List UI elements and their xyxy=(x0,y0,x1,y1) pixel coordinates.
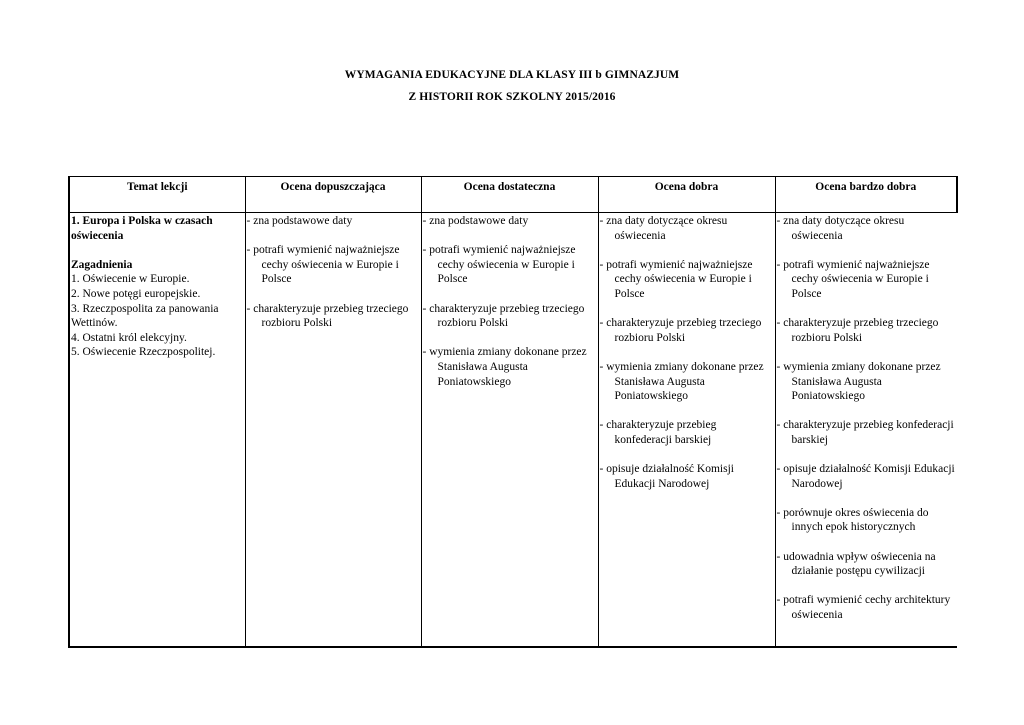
table-row xyxy=(69,213,957,648)
requirement-item: - wymienia zmiany dokonane przez Stanisława Augusta Poniatowskiego xyxy=(600,360,775,404)
document-title: WYMAGANIA EDUKACYJNE DLA KLASY III b GIMNAZJUM xyxy=(344,69,680,81)
requirement-item: - charakteryzuje przebieg trzeciego rozbioru Polski xyxy=(247,302,421,331)
requirement-item: - opisuje działalność Komisji Edukacji Narodowej xyxy=(777,462,958,491)
issues-heading: Zagadnienia xyxy=(71,258,133,271)
issue-item: 4. Ostatni król elekcyjny. xyxy=(71,331,187,344)
document-subtitle: Z HISTORII ROK SZKOLNY 2015/2016 xyxy=(408,91,616,103)
requirement-item: - porównuje okres oświecenia do innych epok historycznych xyxy=(777,506,958,535)
requirement-item: - zna daty dotyczące okresu oświecenia xyxy=(777,214,958,243)
requirement-list xyxy=(600,214,775,491)
requirement-list xyxy=(777,214,958,623)
requirement-item: - charakteryzuje przebieg konfederacji barskiej xyxy=(600,418,775,447)
issue-item: 3. Rzeczpospolita za panowania Wettinów. xyxy=(71,302,219,330)
grade-satisfactory-cell xyxy=(421,213,598,648)
requirement-item: - potrafi wymienić najważniejsze cechy oświecenia w Europie i Polsce xyxy=(247,243,421,287)
requirement-item: - charakteryzuje przebieg konfederacji barskiej xyxy=(777,418,958,447)
column-header-grade-good: Ocena dobra xyxy=(598,177,775,213)
requirement-item: - opisuje działalność Komisji Edukacji Narodowej xyxy=(600,462,775,491)
requirement-item: - zna podstawowe daty xyxy=(423,214,598,229)
issue-item: 2. Nowe potęgi europejskie. xyxy=(71,287,201,300)
table-header-row xyxy=(69,177,957,213)
requirements-table xyxy=(68,176,958,648)
grade-good-cell xyxy=(598,213,775,648)
requirement-item: - udowadnia wpływ oświecenia na działanie postępu cywilizacji xyxy=(777,550,958,579)
requirement-item: - wymienia zmiany dokonane przez Stanisława Augusta Poniatowskiego xyxy=(777,360,958,404)
column-header-grade-sufficient: Ocena dopuszczająca xyxy=(245,177,421,213)
column-header-grade-satisfactory: Ocena dostateczna xyxy=(421,177,598,213)
requirement-item: - wymienia zmiany dokonane przez Stanisława Augusta Poniatowskiego xyxy=(423,345,598,389)
requirement-list xyxy=(423,214,598,389)
topic-title: 1. Europa i Polska w czasach oświecenia xyxy=(71,215,213,242)
requirement-item: - potrafi wymienić cechy architektury oświecenia xyxy=(777,593,958,622)
issue-item: 5. Oświecenie Rzeczpospolitej. xyxy=(71,346,216,359)
requirement-item: - potrafi wymienić najważniejsze cechy oświecenia w Europie i Polsce xyxy=(423,243,598,287)
column-header-grade-very-good: Ocena bardzo dobra xyxy=(775,177,957,213)
requirement-item: - charakteryzuje przebieg trzeciego rozbioru Polski xyxy=(777,316,958,345)
requirement-item: - charakteryzuje przebieg trzeciego rozbioru Polski xyxy=(600,316,775,345)
requirement-item: - charakteryzuje przebieg trzeciego rozbioru Polski xyxy=(423,302,598,331)
requirement-item: - zna daty dotyczące okresu oświecenia xyxy=(600,214,775,243)
grade-very-good-cell xyxy=(775,213,957,648)
requirement-item: - potrafi wymienić najważniejsze cechy oświecenia w Europie i Polsce xyxy=(777,258,958,302)
requirement-item: - potrafi wymienić najważniejsze cechy oświecenia w Europie i Polsce xyxy=(600,258,775,302)
topic-cell xyxy=(69,213,245,648)
column-header-topic: Temat lekcji xyxy=(69,177,245,213)
grade-sufficient-cell xyxy=(245,213,421,648)
requirement-list xyxy=(247,214,421,331)
requirement-item: - zna podstawowe daty xyxy=(247,214,421,229)
issue-item: 1. Oświecenie w Europie. xyxy=(71,273,190,286)
